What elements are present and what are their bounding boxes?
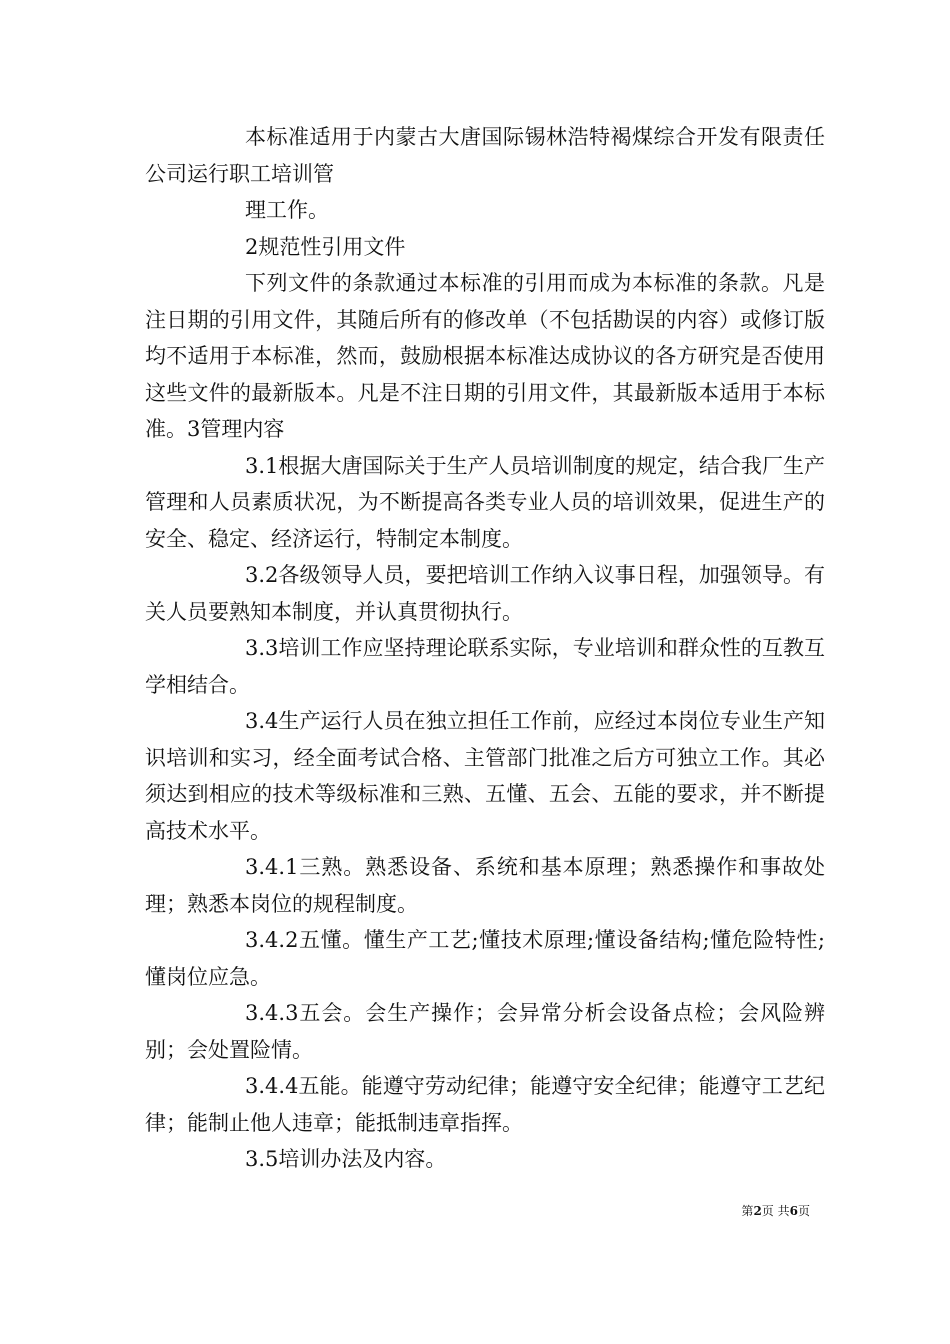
paragraph-3-4-1: 3.4.1三熟。熟悉设备、系统和基本原理；熟悉操作和事故处理；熟悉本岗位的规程制度。 xyxy=(145,855,825,916)
page-number-footer xyxy=(700,1203,810,1219)
paragraph-3-4-4: 3.4.4五能。能遵守劳动纪律；能遵守安全纪律；能遵守工艺纪律；能制止他人违章；能抵制违章指挥。 xyxy=(145,1074,825,1135)
paragraph-scope-continued: 理工作。 xyxy=(245,198,329,222)
document-body xyxy=(145,119,825,1178)
paragraph-3-2: 3.2各级领导人员，要把培训工作纳入议事日程，加强领导。有关人员要熟知本制度，并认真贯彻执行。 xyxy=(145,563,825,624)
paragraph-3-4: 3.4生产运行人员在独立担任工作前，应经过本岗位专业生产知识培训和实习，经全面考试合格、主管部门批准之后方可独立工作。其必须达到相应的技术等级标准和三熟、五懂、五会、五能的要求，并不断提高技术水平。 xyxy=(145,709,825,843)
footer-current-page: 2 xyxy=(753,1204,762,1218)
paragraph-3-4-3: 3.4.3五会。会生产操作；会异常分析会设备点检；会风险辨别；会处置险情。 xyxy=(145,1001,825,1062)
footer-total-pages: 6 xyxy=(789,1204,798,1218)
footer-middle: 页 共 xyxy=(761,1204,790,1218)
footer-suffix: 页 xyxy=(797,1204,810,1218)
paragraph-3-5: 3.5培训办法及内容。 xyxy=(245,1147,447,1171)
paragraph-references: 下列文件的条款通过本标准的引用而成为本标准的条款。凡是注日期的引用文件，其随后所有的修改单（不包括勘误的内容）或修订版均不适用于本标准，然而，鼓励根据本标准达成协议的各方研究是否使用这些文件的最新版本。凡是不注日期的引用文件，其最新版本适用于本标准。3管理内容 xyxy=(145,271,825,441)
footer-prefix: 第 xyxy=(741,1204,754,1218)
paragraph-3-4-2: 3.4.2五懂。懂生产工艺;懂技术原理;懂设备结构;懂危险特性;懂岗位应急。 xyxy=(145,928,825,989)
paragraph-3-1: 3.1根据大唐国际关于生产人员培训制度的规定，结合我厂生产管理和人员素质状况，为不断提高各类专业人员的培训效果，促进生产的安全、稳定、经济运行，特制定本制度。 xyxy=(145,453,825,551)
section-heading-references: 2规范性引用文件 xyxy=(245,234,406,259)
paragraph-3-3: 3.3培训工作应坚持理论联系实际，专业培训和群众性的互教互学相结合。 xyxy=(145,636,825,697)
paragraph-scope: 本标准适用于内蒙古大唐国际锡林浩特褐煤综合开发有限责任公司运行职工培训管 xyxy=(145,125,825,186)
